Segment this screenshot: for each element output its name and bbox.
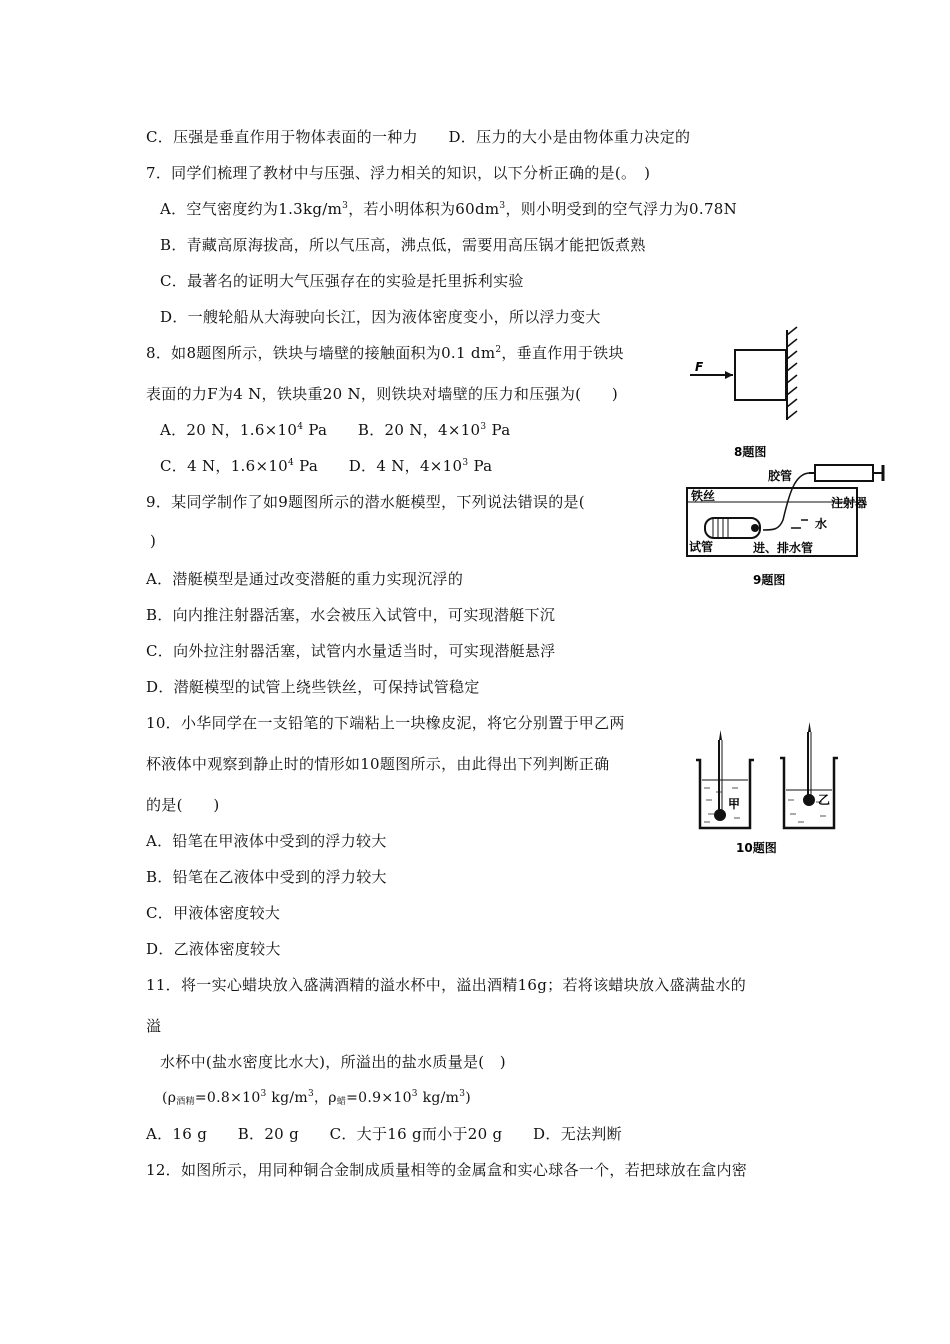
q6-option-c: C．压强是垂直作用于物体表面的一种力 D．压力的大小是由物体重力决定的 bbox=[146, 128, 691, 146]
q7-option-b: B．青藏高原海拔高，所以气压高，沸点低，需要用高压锅才能把饭煮熟 bbox=[160, 236, 646, 254]
fig9-label-tube: 胶管 bbox=[768, 469, 793, 483]
figure-8 bbox=[685, 325, 810, 460]
q11-stem-line1: 11．将一实心蜡块放入盛满酒精的溢水杯中，溢出酒精16g；若将该蜡块放入盛满盐水的 bbox=[146, 976, 747, 994]
fig8-caption: 8题图 bbox=[734, 445, 767, 459]
q10-stem-line1: 10．小华同学在一支铅笔的下端粘上一块橡皮泥，将它分别置于甲乙两 bbox=[146, 714, 625, 732]
fig9-label-testtube: 试管 bbox=[689, 540, 714, 554]
q11-densities: ($\rho_{酒精}=0.8\times 10^3$ $kg/m^3$，$\rho_蜡=0.9\times 10^3$ $kg/m^3$) bbox=[162, 1089, 472, 1107]
fig9-label-pipe: 进、排水管 bbox=[753, 541, 814, 555]
q11-options: A．16 g B．20 g C．大于16 g而小于20 g D．无法判断 bbox=[146, 1125, 622, 1143]
q10-stem-line2: 杯液体中观察到静止时的情形如10题图所示，由此得出下列判断正确 bbox=[146, 755, 610, 773]
q7-stem: 7．同学们梳理了教材中与压强、浮力相关的知识，以下分析正确的是(。 ) bbox=[146, 164, 651, 182]
q10-option-a: A．铅笔在甲液体中受到的浮力较大 bbox=[146, 832, 387, 850]
q10-option-c: C．甲液体密度较大 bbox=[146, 904, 281, 922]
q10-option-d: D．乙液体密度较大 bbox=[146, 940, 281, 958]
fig9-label-syringe: 注射器 bbox=[831, 496, 868, 510]
fig9-label-water: 水 bbox=[815, 517, 828, 531]
fig9-caption: 9题图 bbox=[753, 573, 786, 587]
q9-option-a: A．潜艇模型是通过改变潜艇的重力实现沉浮的 bbox=[146, 570, 464, 588]
q11-stem-line3: 水杯中(盐水密度比水大)，所溢出的盐水质量是( ) bbox=[160, 1053, 506, 1071]
q11-stem-line2: 溢 bbox=[146, 1017, 162, 1035]
q9-option-b: B．向内推注射器活塞，水会被压入试管中，可实现潜艇下沉 bbox=[146, 606, 556, 624]
fig9-label-wire: 铁丝 bbox=[691, 489, 716, 503]
q7-option-c: C．最著名的证明大气压强存在的实验是托里拆利实验 bbox=[160, 272, 524, 290]
q9-stem-line2: ) bbox=[150, 532, 157, 550]
q8-options-cd: C．4 N，$1.6\times 10^4$ Pa D．4 N，$4\times 10^3$ Pa bbox=[160, 457, 493, 475]
fig10-label-yi: 乙 bbox=[818, 793, 831, 807]
q10-option-b: B．铅笔在乙液体中受到的浮力较大 bbox=[146, 868, 387, 886]
fig10-label-jia: 甲 bbox=[728, 797, 741, 811]
q9-option-c: C．向外拉注射器活塞，试管内水量适当时，可实现潜艇悬浮 bbox=[146, 642, 556, 660]
q8-options-ab: A．20 N，$1.6\times 10^4$ Pa B．20 N，$4\times 10^3$ Pa bbox=[160, 421, 511, 439]
figure-10 bbox=[688, 718, 848, 863]
q9-stem-line1: 9．某同学制作了如9题图所示的潜水艇模型，下列说法错误的是( bbox=[146, 493, 585, 511]
fig8-force-label: F bbox=[695, 360, 704, 374]
q12-stem: 12．如图所示，用同种铜合金制成质量相等的金属盒和实心球各一个，若把球放在盒内密 bbox=[146, 1161, 748, 1179]
figure-9 bbox=[683, 460, 888, 590]
q8-stem-line2: 表面的力F为4 N，铁块重20 N，则铁块对墙壁的压力和压强为( ) bbox=[146, 385, 619, 403]
q7-option-a: A．空气密度约为$1.3kg/m^3$，若小明体积为$60dm^3$，则小明受到的空气浮力为0.78N bbox=[160, 200, 738, 218]
q9-option-d: D．潜艇模型的试管上绕些铁丝，可保持试管稳定 bbox=[146, 678, 480, 696]
fig10-caption: 10题图 bbox=[736, 841, 777, 855]
q7-option-d: D．一艘轮船从大海驶向长江，因为液体密度变小，所以浮力变大 bbox=[160, 308, 601, 326]
q10-stem-line3: 的是( ) bbox=[146, 796, 220, 814]
q8-stem-line1: 8．如8题图所示，铁块与墙壁的接触面积为0.1 $dm^2$，垂直作用于铁块 bbox=[146, 344, 624, 362]
